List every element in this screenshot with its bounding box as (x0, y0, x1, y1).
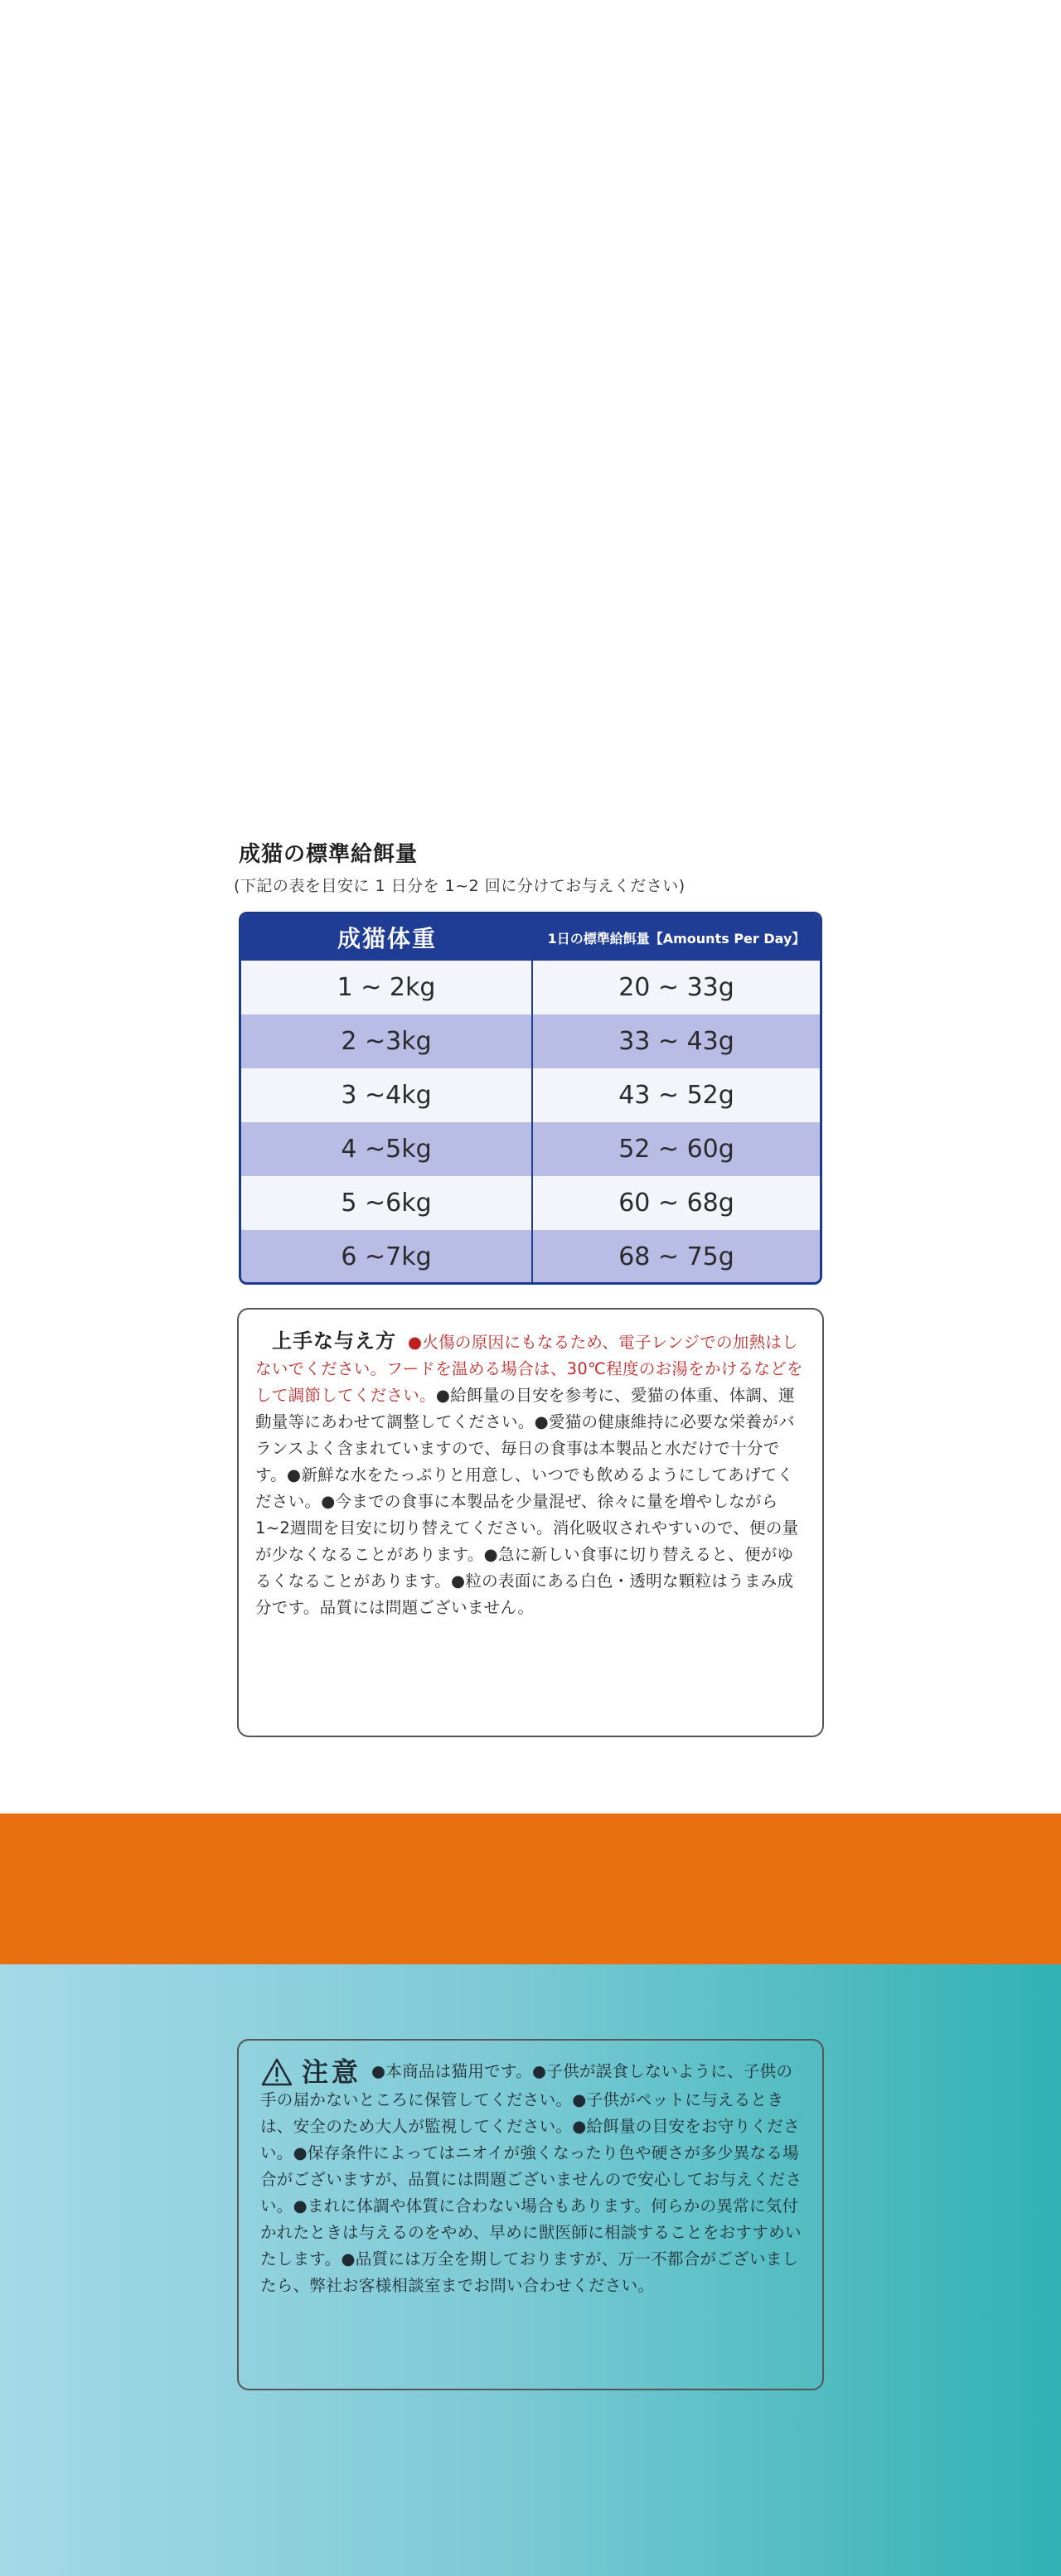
amount-cell: 52 ~ 60g (618, 1135, 734, 1164)
amount-cell: 43 ~ 52g (618, 1081, 734, 1110)
caution-box (237, 2039, 824, 2390)
feeding-table-header (241, 914, 820, 961)
weight-cell: 3 ~4kg (241, 1068, 533, 1122)
amount-cell: 68 ~ 75g (618, 1242, 734, 1271)
table-row (241, 1014, 820, 1068)
table-row (241, 961, 820, 1014)
amount-cell: 20 ~ 33g (618, 973, 734, 1002)
warning-triangle-icon (260, 2057, 293, 2087)
howto-warning-text: 火傷の原因にもなるため、電子レンジでの加熱はしないでください。フードを温める場合は、30℃程度のお湯をかけるなどをして調節してください。 (255, 1333, 803, 1405)
weight-cell: 4 ~5kg (241, 1122, 533, 1176)
howto-box (237, 1308, 824, 1737)
orange-band (0, 1813, 1061, 1964)
table-row (241, 1176, 820, 1230)
table-row (241, 1230, 820, 1284)
caution-body-text: ●本商品は猫用です。●子供が誤食しないように、子供の手の届かないところに保管してください。●子供がペットに与えるときは、安全のため大人が監視してください。●給餌量の目安をお守りください。●保存条件によってはニオイが強くなったり色や硬さが多少異なる場合がございますが、品質には問題ございませんので安心してお与えください。●まれに体調や体質に合わない場合もあります。何らかの異常に気付かれたときは与えるのをやめ、早めに獣医師に相談することをおすすめいたします。●品質には万全を期しておりますが、万一不都合がございましたら、弊社お客様相談室までお問い合わせください。 (260, 2061, 802, 2295)
feeding-subtitle: (下記の表を目安に 1 日分を 1~2 回に分けてお与えください) (234, 877, 686, 895)
weight-cell: 6 ~7kg (241, 1230, 533, 1284)
howto-heading: 上手な与え方 (272, 1329, 396, 1353)
howto-body-text: ●給餌量の目安を参考に、愛猫の体重、体調、運動量等にあわせて調整してください。●愛猫の健康維持に必要な栄養がバランスよく含まれていますので、毎日の食事は本製品と水だけで十分です。●新鮮な水をたっぷりと用意し、いつでも飲めるようにしてあげてください。●今までの食事に本製品を少量混ぜ、徐々に量を増やしながら1~2週間を目安に切り替えてください。消化吸収されやすいので、便の量が少なくなることがあります。●急に新しい食事に切り替えると、便がゆるくなることがあります。●粒の表面にある白色・透明な顆粒はうまみ成分です。品質には問題ございません。 (255, 1386, 799, 1617)
warning-bullet: ● (408, 1333, 423, 1352)
table-row (241, 1122, 820, 1176)
feeding-title: 成猫の標準給餌量 (239, 842, 419, 867)
caution-text (260, 2057, 804, 2299)
amount-cell: 60 ~ 68g (618, 1189, 734, 1218)
howto-text (255, 1328, 809, 1621)
weight-cell: 2 ~3kg (241, 1014, 533, 1068)
amount-cell: 33 ~ 43g (618, 1027, 734, 1056)
caution-heading-label: 注意 (302, 2056, 362, 2088)
table-row (241, 1068, 820, 1122)
caution-heading (260, 2057, 361, 2087)
header-amount: 1日の標準給餌量【Amounts Per Day】 (547, 930, 806, 947)
feeding-table (239, 912, 822, 1285)
weight-cell: 1 ~ 2kg (241, 961, 533, 1014)
header-weight: 成猫体重 (337, 925, 437, 952)
weight-cell: 5 ~6kg (241, 1176, 533, 1230)
